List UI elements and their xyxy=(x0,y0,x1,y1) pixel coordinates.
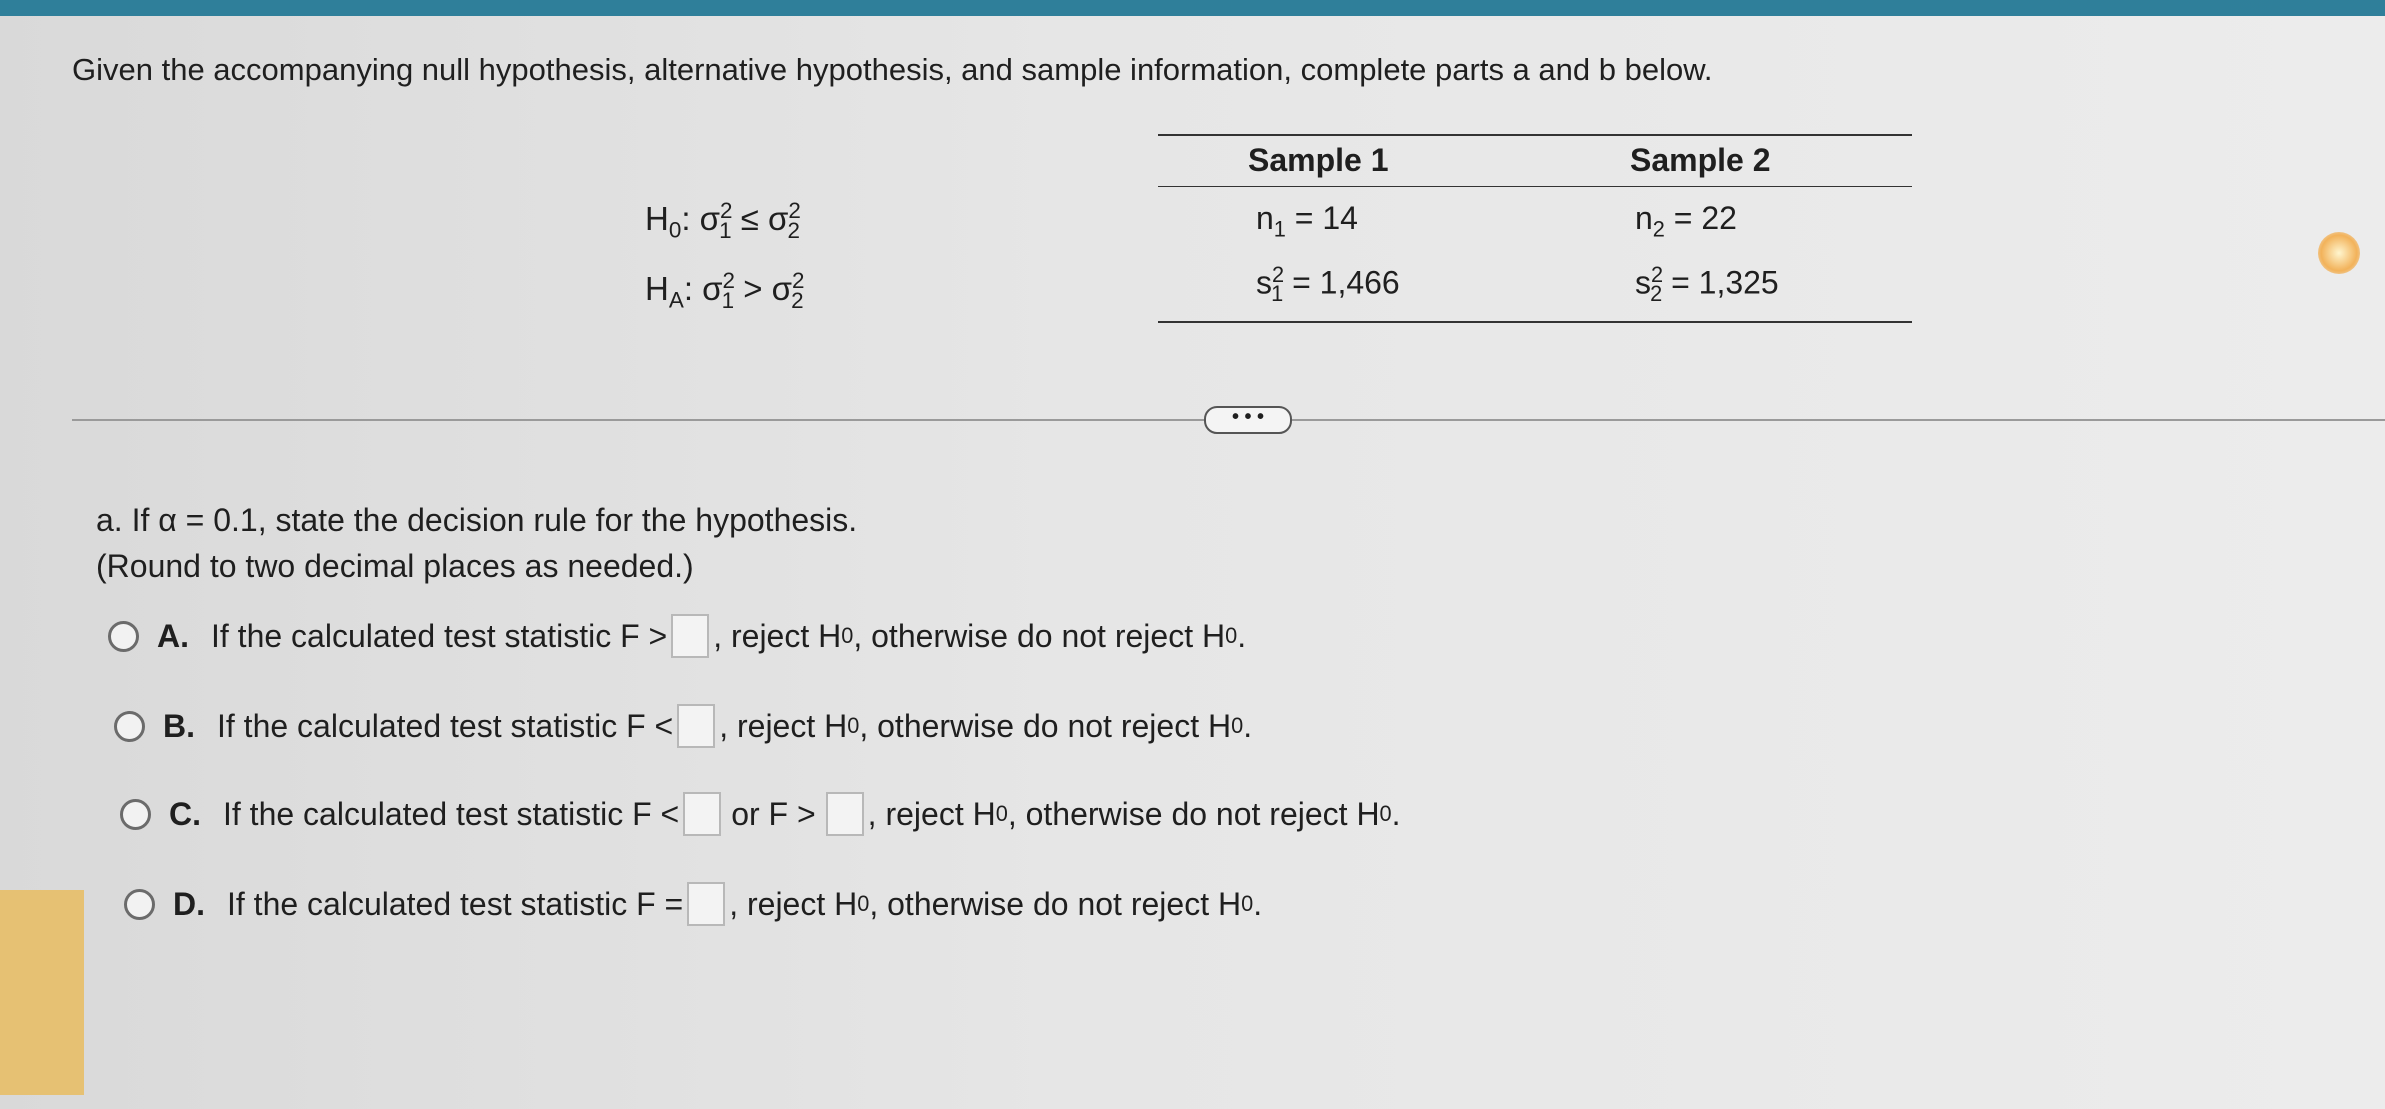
radio-d[interactable] xyxy=(124,889,155,920)
option-c-lower-answer-box[interactable] xyxy=(683,792,721,836)
option-b-text-start: If the calculated test statistic F < xyxy=(217,707,674,744)
n2-cell: $n_2 = 22$ xyxy=(1635,200,1737,242)
option-a-text-start: If the calculated test statistic F > xyxy=(211,617,668,654)
option-b-text-reject: , reject H xyxy=(719,707,848,744)
option-d-text-reject: , reject H xyxy=(729,885,858,922)
option-b-answer-box[interactable] xyxy=(677,704,715,748)
rounding-note: (Round to two decimal places as needed.) xyxy=(96,548,694,584)
n1-cell: $n_1 = 14$ xyxy=(1256,200,1358,242)
option-b-letter: B. xyxy=(163,707,195,744)
option-c-upper-answer-box[interactable] xyxy=(826,792,864,836)
radio-c[interactable] xyxy=(120,799,151,830)
table-bottom-rule xyxy=(1158,321,1912,323)
option-d-answer-box[interactable] xyxy=(687,882,725,926)
option-b-text-tail: , otherwise do not reject H xyxy=(859,707,1232,744)
null-hypothesis: $H_0$: $\sigma^2_1 \le \sigma^2_2$ xyxy=(645,198,801,243)
s1-cell: $s^2_1 = 1,466$ xyxy=(1256,262,1400,307)
table-header-rule xyxy=(1158,186,1912,187)
radio-a[interactable] xyxy=(108,621,139,652)
table-top-rule xyxy=(1158,134,1912,136)
header-sample-2: Sample 2 xyxy=(1630,142,1771,178)
top-bar xyxy=(0,0,2385,16)
option-c[interactable]: C. If the calculated test statistic F < or F > , reject H 0 , otherwise do not reject H 0 . xyxy=(120,792,1401,836)
option-d-text-start: If the calculated test statistic F = xyxy=(227,885,684,922)
option-a-letter: A. xyxy=(157,617,189,654)
option-b[interactable]: B. If the calculated test statistic F < , reject H 0 , otherwise do not reject H 0 . xyxy=(114,704,1252,748)
option-c-text-or: or F > xyxy=(731,795,816,832)
option-c-letter: C. xyxy=(169,795,201,832)
expand-ellipsis-button[interactable]: • • • xyxy=(1204,406,1292,434)
option-c-text-tail: , otherwise do not reject H xyxy=(1007,795,1380,832)
option-d-letter: D. xyxy=(173,885,205,922)
option-a-text-reject: , reject H xyxy=(713,617,842,654)
option-c-text-reject: , reject H xyxy=(867,795,996,832)
option-d[interactable]: D. If the calculated test statistic F = , reject H 0 , otherwise do not reject H 0 . xyxy=(124,882,1262,926)
option-a[interactable]: A. If the calculated test statistic F > , reject H 0 , otherwise do not reject H 0 . xyxy=(108,614,1246,658)
option-a-text-tail: , otherwise do not reject H xyxy=(853,617,1226,654)
sample-info-table xyxy=(1158,134,1912,324)
radio-b[interactable] xyxy=(114,711,145,742)
question-a: a. If α = 0.1, state the decision rule for the hypothesis. xyxy=(96,502,858,538)
problem-intro: Given the accompanying null hypothesis, alternative hypothesis, and sample information, complete parts a and b below. xyxy=(72,52,1713,87)
alternative-hypothesis: $H_A$: $\sigma^2_1 > \sigma^2_2$ xyxy=(645,268,805,313)
option-a-answer-box[interactable] xyxy=(671,614,709,658)
light-glare xyxy=(2318,232,2360,274)
sticky-note xyxy=(0,890,84,1095)
s2-cell: $s^2_2 = 1,325$ xyxy=(1635,262,1779,307)
option-c-text-start: If the calculated test statistic F < xyxy=(223,795,680,832)
option-d-text-tail: , otherwise do not reject H xyxy=(869,885,1242,922)
header-sample-1: Sample 1 xyxy=(1248,142,1389,178)
